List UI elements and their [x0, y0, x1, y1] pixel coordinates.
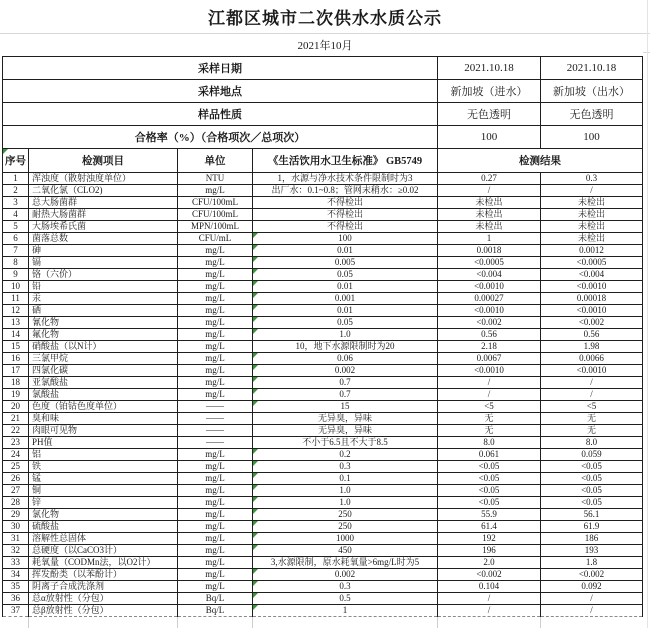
item-name-cell: 总硬度（以CaCO3计）	[29, 545, 178, 557]
summary-section	[3, 57, 643, 149]
gridline-stub	[540, 617, 541, 628]
gridline-stub	[437, 617, 438, 628]
summary-inlet-value: 新加坡（进水）	[438, 80, 541, 103]
unit-cell: mg/L	[178, 293, 253, 305]
standard-cell: 1.0	[253, 329, 438, 341]
result-outlet-cell: /	[541, 377, 643, 389]
table-row	[3, 521, 643, 533]
unit-cell: mg/L	[178, 569, 253, 581]
standard-cell: 15	[253, 401, 438, 413]
row-number-cell: 9	[3, 269, 29, 281]
table-row	[3, 581, 643, 593]
summary-row	[3, 126, 643, 149]
standard-cell: 无异臭，异味	[253, 425, 438, 437]
standard-cell: 450	[253, 545, 438, 557]
row-number-cell: 19	[3, 389, 29, 401]
row-number-cell: 4	[3, 209, 29, 221]
unit-cell: mg/L	[178, 341, 253, 353]
result-outlet-cell: <0.0010	[541, 281, 643, 293]
standard-cell: 0.3	[253, 581, 438, 593]
summary-outlet-value: 新加坡（出水）	[541, 80, 643, 103]
item-name-cell: 四氯化碳	[29, 365, 178, 377]
item-name-cell: 耗氧量（CODMn法，以O2计）	[29, 557, 178, 569]
item-name-cell: 硒	[29, 305, 178, 317]
table-row	[3, 533, 643, 545]
result-inlet-cell: 0.00027	[438, 293, 541, 305]
item-name-cell: 亚氯酸盐	[29, 377, 178, 389]
unit-cell: mg/L	[178, 449, 253, 461]
standard-cell: 0.06	[253, 353, 438, 365]
row-number-cell: 23	[3, 437, 29, 449]
row-number-cell: 2	[3, 185, 29, 197]
standard-cell: 3,水源限制，原水耗氧量>6mg/L时为5	[253, 557, 438, 569]
result-outlet-cell: 无	[541, 425, 643, 437]
result-outlet-cell: 0.0012	[541, 245, 643, 257]
table-row	[3, 485, 643, 497]
item-name-cell: 氰化物	[29, 317, 178, 329]
row-number-cell: 18	[3, 377, 29, 389]
row-number-cell: 36	[3, 593, 29, 605]
table-row	[3, 425, 643, 437]
result-inlet-cell: 2.0	[438, 557, 541, 569]
unit-cell: mg/L	[178, 509, 253, 521]
table-row	[3, 377, 643, 389]
result-outlet-cell: 186	[541, 533, 643, 545]
result-outlet-cell: <0.05	[541, 497, 643, 509]
table-row	[3, 353, 643, 365]
result-outlet-cell: <0.05	[541, 473, 643, 485]
item-name-cell: 铬（六价）	[29, 269, 178, 281]
result-outlet-cell: 0.56	[541, 329, 643, 341]
unit-cell: mg/L	[178, 269, 253, 281]
standard-cell: 1.0	[253, 497, 438, 509]
item-name-cell: 臭和味	[29, 413, 178, 425]
unit-cell: mg/L	[178, 545, 253, 557]
unit-cell: ——	[178, 401, 253, 413]
row-number-cell: 29	[3, 509, 29, 521]
unit-cell: NTU	[178, 173, 253, 185]
item-name-cell: 铜	[29, 485, 178, 497]
result-outlet-cell: 193	[541, 545, 643, 557]
unit-cell: CFU/100mL	[178, 209, 253, 221]
unit-cell: mg/L	[178, 485, 253, 497]
table-row	[3, 557, 643, 569]
row-number-cell: 30	[3, 521, 29, 533]
row-number-cell: 7	[3, 245, 29, 257]
table-row	[3, 473, 643, 485]
summary-inlet-value: 2021.10.18	[438, 57, 541, 80]
standard-cell: 不得检出	[253, 197, 438, 209]
unit-cell: mg/L	[178, 245, 253, 257]
result-outlet-cell: <0.0010	[541, 305, 643, 317]
standard-cell: 0.002	[253, 365, 438, 377]
item-name-cell: 总α放射性（分包）	[29, 593, 178, 605]
unit-cell: MPN/100mL	[178, 221, 253, 233]
standard-cell: 0.7	[253, 377, 438, 389]
summary-inlet-value: 100	[438, 126, 541, 149]
column-header-no: 序号	[3, 149, 29, 173]
column-header-result: 检测结果	[438, 149, 643, 173]
item-name-cell: 二氧化氯（CLO2)	[29, 185, 178, 197]
result-inlet-cell: 0.27	[438, 173, 541, 185]
result-outlet-cell: 未检出	[541, 197, 643, 209]
row-number-cell: 6	[3, 233, 29, 245]
standard-cell: 0.005	[253, 257, 438, 269]
item-name-cell: 铅	[29, 281, 178, 293]
column-header-row	[3, 149, 643, 173]
result-inlet-cell: 192	[438, 533, 541, 545]
result-inlet-cell: <0.0010	[438, 305, 541, 317]
row-number-cell: 17	[3, 365, 29, 377]
unit-cell: mg/L	[178, 497, 253, 509]
result-inlet-cell: /	[438, 377, 541, 389]
item-name-cell: 铁	[29, 461, 178, 473]
row-number-cell: 21	[3, 413, 29, 425]
standard-cell: 0.01	[253, 281, 438, 293]
result-outlet-cell: 未检出	[541, 221, 643, 233]
table-row	[3, 197, 643, 209]
result-outlet-cell: /	[541, 605, 643, 617]
row-number-cell: 14	[3, 329, 29, 341]
standard-cell: 0.05	[253, 317, 438, 329]
result-outlet-cell: /	[541, 593, 643, 605]
result-inlet-cell: 1	[438, 233, 541, 245]
item-name-cell: PH值	[29, 437, 178, 449]
result-inlet-cell: 0.0067	[438, 353, 541, 365]
item-name-cell: 镉	[29, 257, 178, 269]
unit-cell: mg/L	[178, 305, 253, 317]
result-inlet-cell: <0.05	[438, 461, 541, 473]
row-number-cell: 15	[3, 341, 29, 353]
table-row	[3, 401, 643, 413]
item-name-cell: 氯酸盐	[29, 389, 178, 401]
item-name-cell: 肉眼可见物	[29, 425, 178, 437]
standard-cell: 0.7	[253, 389, 438, 401]
column-header-item: 检测项目	[29, 149, 178, 173]
column-header-standard: 《生活饮用水卫生标准》 GB5749	[253, 149, 438, 173]
row-number-cell: 35	[3, 581, 29, 593]
result-inlet-cell: 未检出	[438, 209, 541, 221]
summary-outlet-value: 2021.10.18	[541, 57, 643, 80]
result-inlet-cell: 0.56	[438, 329, 541, 341]
row-number-cell: 13	[3, 317, 29, 329]
result-inlet-cell: <5	[438, 401, 541, 413]
item-name-cell: 总β放射性（分包）	[29, 605, 178, 617]
result-outlet-cell: 0.059	[541, 449, 643, 461]
standard-cell: 0.2	[253, 449, 438, 461]
result-outlet-cell: 8.0	[541, 437, 643, 449]
result-outlet-cell: <5	[541, 401, 643, 413]
unit-cell: ——	[178, 425, 253, 437]
item-name-cell: 色度（铂钴色度单位）	[29, 401, 178, 413]
result-inlet-cell: /	[438, 185, 541, 197]
standard-cell: 100	[253, 233, 438, 245]
unit-cell: mg/L	[178, 377, 253, 389]
table-row	[3, 257, 643, 269]
unit-cell: Bq/L	[178, 593, 253, 605]
result-outlet-cell: 无	[541, 413, 643, 425]
item-name-cell: 菌落总数	[29, 233, 178, 245]
standard-cell: 0.5	[253, 593, 438, 605]
table-row	[3, 293, 643, 305]
summary-row	[3, 103, 643, 126]
table-row	[3, 365, 643, 377]
table-row	[3, 269, 643, 281]
standard-cell: 250	[253, 521, 438, 533]
table-row	[3, 185, 643, 197]
unit-cell: mg/L	[178, 329, 253, 341]
unit-cell: mg/L	[178, 257, 253, 269]
standard-cell: 1	[253, 605, 438, 617]
row-number-cell: 5	[3, 221, 29, 233]
result-outlet-cell: 未检出	[541, 233, 643, 245]
unit-cell: mg/L	[178, 461, 253, 473]
table-row	[3, 341, 643, 353]
result-inlet-cell: <0.0005	[438, 257, 541, 269]
table-row	[3, 233, 643, 245]
row-number-cell: 11	[3, 293, 29, 305]
row-number-cell: 24	[3, 449, 29, 461]
result-outlet-cell: 1.98	[541, 341, 643, 353]
summary-row	[3, 80, 643, 103]
result-outlet-cell: 未检出	[541, 209, 643, 221]
standard-cell: 0.01	[253, 305, 438, 317]
unit-cell: mg/L	[178, 365, 253, 377]
standard-cell: 0.01	[253, 245, 438, 257]
summary-field-label: 合格率（%）（合格项次／总项次）	[3, 126, 438, 149]
standard-cell: 无异臭，异味	[253, 413, 438, 425]
result-inlet-cell: 未检出	[438, 221, 541, 233]
result-inlet-cell: <0.05	[438, 497, 541, 509]
page-title: 江都区城市二次供水水质公示	[208, 8, 442, 28]
table-row	[3, 245, 643, 257]
standard-cell: 0.05	[253, 269, 438, 281]
table-row	[3, 413, 643, 425]
row-number-cell: 20	[3, 401, 29, 413]
item-name-cell: 锌	[29, 497, 178, 509]
gridline-stub	[177, 617, 178, 628]
result-inlet-cell: /	[438, 605, 541, 617]
row-number-cell: 25	[3, 461, 29, 473]
gridline-stub	[28, 617, 29, 628]
unit-cell: mg/L	[178, 533, 253, 545]
item-name-cell: 溶解性总固体	[29, 533, 178, 545]
table-row	[3, 173, 643, 185]
result-inlet-cell: 8.0	[438, 437, 541, 449]
unit-cell: mg/L	[178, 581, 253, 593]
standard-cell: 0.001	[253, 293, 438, 305]
row-number-cell: 28	[3, 497, 29, 509]
summary-field-label: 采样日期	[3, 57, 438, 80]
row-number-cell: 12	[3, 305, 29, 317]
table-row	[3, 317, 643, 329]
result-inlet-cell: 61.4	[438, 521, 541, 533]
summary-outlet-value: 100	[541, 126, 643, 149]
item-name-cell: 铝	[29, 449, 178, 461]
standard-cell: 不得检出	[253, 209, 438, 221]
result-inlet-cell: <0.004	[438, 269, 541, 281]
result-inlet-cell: 2.18	[438, 341, 541, 353]
standard-cell: 10，地下水源限制时为20	[253, 341, 438, 353]
unit-cell: mg/L	[178, 353, 253, 365]
gridline-vertical-right	[647, 0, 648, 628]
item-name-cell: 氯化物	[29, 509, 178, 521]
item-name-cell: 三氯甲烷	[29, 353, 178, 365]
result-inlet-cell: <0.05	[438, 485, 541, 497]
result-inlet-cell: /	[438, 389, 541, 401]
item-name-cell: 阴离子合成洗涤剂	[29, 581, 178, 593]
unit-cell: ——	[178, 437, 253, 449]
result-outlet-cell: 1.8	[541, 557, 643, 569]
result-outlet-cell: <0.004	[541, 269, 643, 281]
item-name-cell: 总大肠菌群	[29, 197, 178, 209]
summary-row	[3, 57, 643, 80]
row-number-cell: 37	[3, 605, 29, 617]
item-name-cell: 大肠埃希氏菌	[29, 221, 178, 233]
unit-cell: ——	[178, 413, 253, 425]
result-inlet-cell: 0.0018	[438, 245, 541, 257]
standard-cell: 0.002	[253, 569, 438, 581]
standard-cell: 1000	[253, 533, 438, 545]
results-body	[3, 173, 643, 617]
unit-cell: mg/L	[178, 317, 253, 329]
result-outlet-cell: 0.3	[541, 173, 643, 185]
row-number-cell: 1	[3, 173, 29, 185]
standard-cell: 出厂水：0.1~0.8；管网末稍水：≥0.02	[253, 185, 438, 197]
row-number-cell: 31	[3, 533, 29, 545]
standard-cell: 不小于6.5且不大于8.5	[253, 437, 438, 449]
item-name-cell: 硝酸盐（以N计）	[29, 341, 178, 353]
item-name-cell: 耐热大肠菌群	[29, 209, 178, 221]
row-number-cell: 32	[3, 545, 29, 557]
result-inlet-cell: <0.002	[438, 569, 541, 581]
row-number-cell: 22	[3, 425, 29, 437]
result-outlet-cell: <0.0010	[541, 365, 643, 377]
unit-cell: mg/L	[178, 473, 253, 485]
unit-cell: mg/L	[178, 557, 253, 569]
table-row	[3, 437, 643, 449]
table-row	[3, 209, 643, 221]
unit-cell: CFU/100mL	[178, 197, 253, 209]
table-row	[3, 449, 643, 461]
result-inlet-cell: 55.9	[438, 509, 541, 521]
unit-cell: Bq/L	[178, 605, 253, 617]
row-number-cell: 10	[3, 281, 29, 293]
water-quality-table	[2, 56, 643, 617]
summary-field-label: 样品性质	[3, 103, 438, 126]
item-name-cell: 锰	[29, 473, 178, 485]
result-outlet-cell: /	[541, 389, 643, 401]
table-row	[3, 509, 643, 521]
table-row	[3, 305, 643, 317]
standard-cell: 250	[253, 509, 438, 521]
standard-cell: 1.0	[253, 485, 438, 497]
table-row	[3, 569, 643, 581]
result-inlet-cell: <0.0010	[438, 365, 541, 377]
item-name-cell: 氟化物	[29, 329, 178, 341]
table-row	[3, 593, 643, 605]
table-row	[3, 329, 643, 341]
result-outlet-cell: /	[541, 185, 643, 197]
standard-cell: 1，水源与净水技术条件限制时为3	[253, 173, 438, 185]
column-header-section	[3, 149, 643, 173]
item-name-cell: 浑浊度（散射浊度单位）	[29, 173, 178, 185]
row-number-cell: 27	[3, 485, 29, 497]
result-outlet-cell: <0.0005	[541, 257, 643, 269]
item-name-cell: 挥发酚类（以苯酚计）	[29, 569, 178, 581]
result-inlet-cell: 无	[438, 425, 541, 437]
result-outlet-cell: 0.00018	[541, 293, 643, 305]
result-inlet-cell: 0.061	[438, 449, 541, 461]
gridline-stub	[252, 617, 253, 628]
summary-field-label: 采样地点	[3, 80, 438, 103]
unit-cell: mg/L	[178, 185, 253, 197]
standard-cell: 0.3	[253, 461, 438, 473]
row-number-cell: 26	[3, 473, 29, 485]
standard-cell: 0.1	[253, 473, 438, 485]
result-inlet-cell: <0.002	[438, 317, 541, 329]
result-inlet-cell: 196	[438, 545, 541, 557]
row-number-cell: 34	[3, 569, 29, 581]
result-inlet-cell: <0.05	[438, 473, 541, 485]
result-inlet-cell: 0.104	[438, 581, 541, 593]
table-row	[3, 461, 643, 473]
table-row	[3, 605, 643, 617]
result-outlet-cell: 61.9	[541, 521, 643, 533]
table-row	[3, 389, 643, 401]
result-outlet-cell: <0.002	[541, 317, 643, 329]
report-month: 2021年10月	[297, 39, 353, 52]
row-number-cell: 3	[3, 197, 29, 209]
unit-cell: mg/L	[178, 521, 253, 533]
result-outlet-cell: <0.002	[541, 569, 643, 581]
item-name-cell: 硫酸盐	[29, 521, 178, 533]
result-outlet-cell: 56.1	[541, 509, 643, 521]
row-number-cell: 33	[3, 557, 29, 569]
result-inlet-cell: /	[438, 593, 541, 605]
item-name-cell: 砷	[29, 245, 178, 257]
result-inlet-cell: <0.0010	[438, 281, 541, 293]
table-row	[3, 497, 643, 509]
result-outlet-cell: <0.05	[541, 461, 643, 473]
table-row	[3, 221, 643, 233]
result-inlet-cell: 无	[438, 413, 541, 425]
result-outlet-cell: 0.092	[541, 581, 643, 593]
row-number-cell: 8	[3, 257, 29, 269]
standard-cell: 不得检出	[253, 221, 438, 233]
row-number-cell: 16	[3, 353, 29, 365]
result-inlet-cell: 未检出	[438, 197, 541, 209]
unit-cell: mg/L	[178, 389, 253, 401]
table-row	[3, 545, 643, 557]
column-header-unit: 单位	[178, 149, 253, 173]
unit-cell: CFU/mL	[178, 233, 253, 245]
unit-cell: mg/L	[178, 281, 253, 293]
summary-outlet-value: 无色透明	[541, 103, 643, 126]
item-name-cell: 汞	[29, 293, 178, 305]
summary-inlet-value: 无色透明	[438, 103, 541, 126]
result-outlet-cell: <0.05	[541, 485, 643, 497]
table-row	[3, 281, 643, 293]
result-outlet-cell: 0.0066	[541, 353, 643, 365]
